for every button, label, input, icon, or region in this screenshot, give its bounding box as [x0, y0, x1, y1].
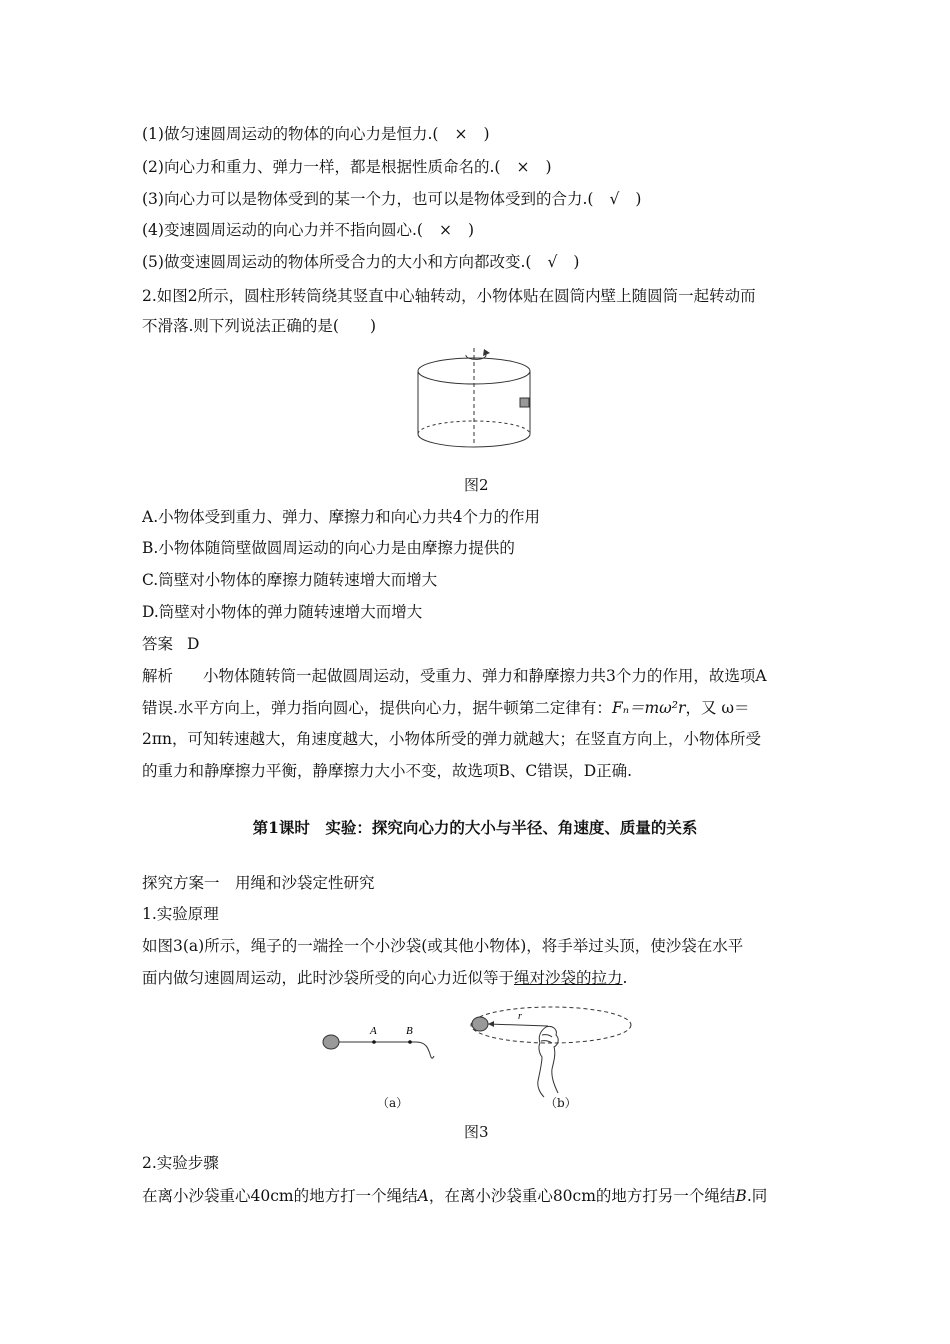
- principle-underlined-answer: 绳对沙袋的拉力: [514, 969, 623, 987]
- judgment-text: (1)做匀速圆周运动的物体的向心力是恒力.(: [142, 125, 439, 143]
- judgment-text: (4)变速圆周运动的向心力并不指向圆心.(: [142, 221, 423, 239]
- scheme-1-title: 探究方案一 用绳和沙袋定性研究: [142, 874, 375, 892]
- judgment-text: (5)做变速圆周运动的物体所受合力的大小和方向都改变.(: [142, 253, 532, 271]
- answer-value: D: [187, 635, 200, 653]
- principle-line-1: 如图3(a)所示，绳子的一端拴一个小沙袋(或其他小物体)，将手举过头顶，使沙袋在水平: [142, 937, 744, 955]
- question-2-stem-line-1: 2.如图2所示，圆柱形转筒绕其竖直中心轴转动，小物体贴在圆筒内壁上随圆筒一起转动而: [142, 287, 756, 305]
- analysis-text: 小物体随转筒一起做圆周运动，受重力、弹力和静摩擦力共3个力的作用，故选项A: [203, 667, 767, 685]
- principle-text: .: [622, 969, 628, 987]
- answer-line: [142, 634, 199, 654]
- analysis-line-3: 2πn，可知转速越大，角速度越大，小物体所受的弹力就越大；在竖直方向上，小物体所受: [142, 730, 762, 748]
- judgment-mark: √: [609, 190, 620, 208]
- radius-label: r: [518, 1011, 522, 1022]
- judgment-mark: ×: [438, 221, 452, 239]
- question-2-stem-line-2: 不滑落.则下列说法正确的是( ): [142, 317, 377, 335]
- principle-line-2: [142, 968, 627, 988]
- option-b: B.小物体随筒壁做圆周运动的向心力是由摩擦力提供的: [142, 539, 515, 557]
- hand-fingers: [541, 1035, 552, 1043]
- figure-2-caption: 图2: [464, 476, 489, 494]
- judgment-paren: ): [573, 253, 580, 271]
- principle-text: 面内做匀速圆周运动，此时沙袋所受的向心力近似等于: [142, 969, 515, 987]
- figure-3a-label: （a）: [377, 1096, 409, 1110]
- judgment-paren: ): [545, 158, 552, 176]
- judgment-5: [142, 252, 579, 272]
- figure-2-cylinder: [410, 346, 540, 451]
- steps-text: 在离小沙袋重心40cm的地方打一个绳结: [142, 1187, 418, 1205]
- judgment-text: (2)向心力和重力、弹力一样，都是根据性质命名的.(: [142, 158, 501, 176]
- circular-path: [471, 1007, 631, 1043]
- steps-line-1: [142, 1186, 767, 1206]
- analysis-text: ，又 ω＝: [685, 699, 750, 717]
- sandbag: [323, 1035, 339, 1049]
- knot-a-ref: A: [417, 1187, 429, 1205]
- analysis-label: 解析: [142, 667, 174, 685]
- knot-b: [408, 1040, 412, 1044]
- figure-3b-label: （b）: [545, 1096, 577, 1110]
- rope-end: [416, 1042, 434, 1058]
- answer-label: 答案: [142, 635, 174, 653]
- judgment-paren: ): [635, 190, 642, 208]
- judgment-paren: ): [467, 221, 474, 239]
- judgment-mark: √: [547, 253, 558, 271]
- option-a: A.小物体受到重力、弹力、摩擦力和向心力共4个力的作用: [142, 508, 540, 526]
- knot-a: [372, 1040, 376, 1044]
- judgment-3: [142, 189, 641, 209]
- judgment-4: [142, 220, 474, 240]
- option-c: C.筒壁对小物体的摩擦力随转速增大而增大: [142, 571, 438, 589]
- rotation-arrowhead: [483, 349, 490, 356]
- figure-3b-hand-whirling: [468, 1005, 634, 1100]
- analysis-text: 错误.水平方向上，弹力指向圆心，提供向心力，据牛顿第二定律有：: [142, 699, 612, 717]
- steps-text: ，在离小沙袋重心80cm的地方打另一个绳结: [428, 1187, 736, 1205]
- formula-centripetal-force: Fₙ＝mω²r: [611, 699, 686, 717]
- section-title: 第1课时 实验：探究向心力的大小与半径、角速度、质量的关系: [252, 818, 698, 837]
- figure-3a-rope-sandbag: [318, 1020, 438, 1070]
- judgment-mark: ×: [454, 125, 468, 143]
- rope: [488, 1024, 548, 1026]
- steps-text: .同: [746, 1187, 768, 1205]
- judgment-paren: ): [483, 125, 490, 143]
- sandbag: [472, 1017, 488, 1031]
- principle-title: 1.实验原理: [142, 905, 219, 923]
- judgment-text: (3)向心力可以是物体受到的某一个力，也可以是物体受到的合力.(: [142, 190, 594, 208]
- knot-a-label: A: [370, 1025, 377, 1037]
- judgment-1: [142, 124, 490, 144]
- analysis-line-1: [142, 666, 767, 686]
- hand: [538, 1026, 558, 1097]
- small-object: [520, 398, 529, 407]
- judgment-2: [142, 157, 552, 177]
- knot-b-ref: B: [735, 1187, 747, 1205]
- figure-3-caption: 图3: [464, 1123, 489, 1141]
- analysis-line-2: [142, 698, 750, 718]
- judgment-mark: ×: [516, 158, 530, 176]
- analysis-line-4: 的重力和静摩擦力平衡，静摩擦力大小不变，故选项B、C错误，D正确.: [142, 762, 633, 780]
- option-d: D.筒壁对小物体的弹力随转速增大而增大: [142, 603, 423, 621]
- knot-b-label: B: [406, 1025, 413, 1037]
- rope-arrowhead: [488, 1021, 494, 1027]
- steps-title: 2.实验步骤: [142, 1154, 219, 1172]
